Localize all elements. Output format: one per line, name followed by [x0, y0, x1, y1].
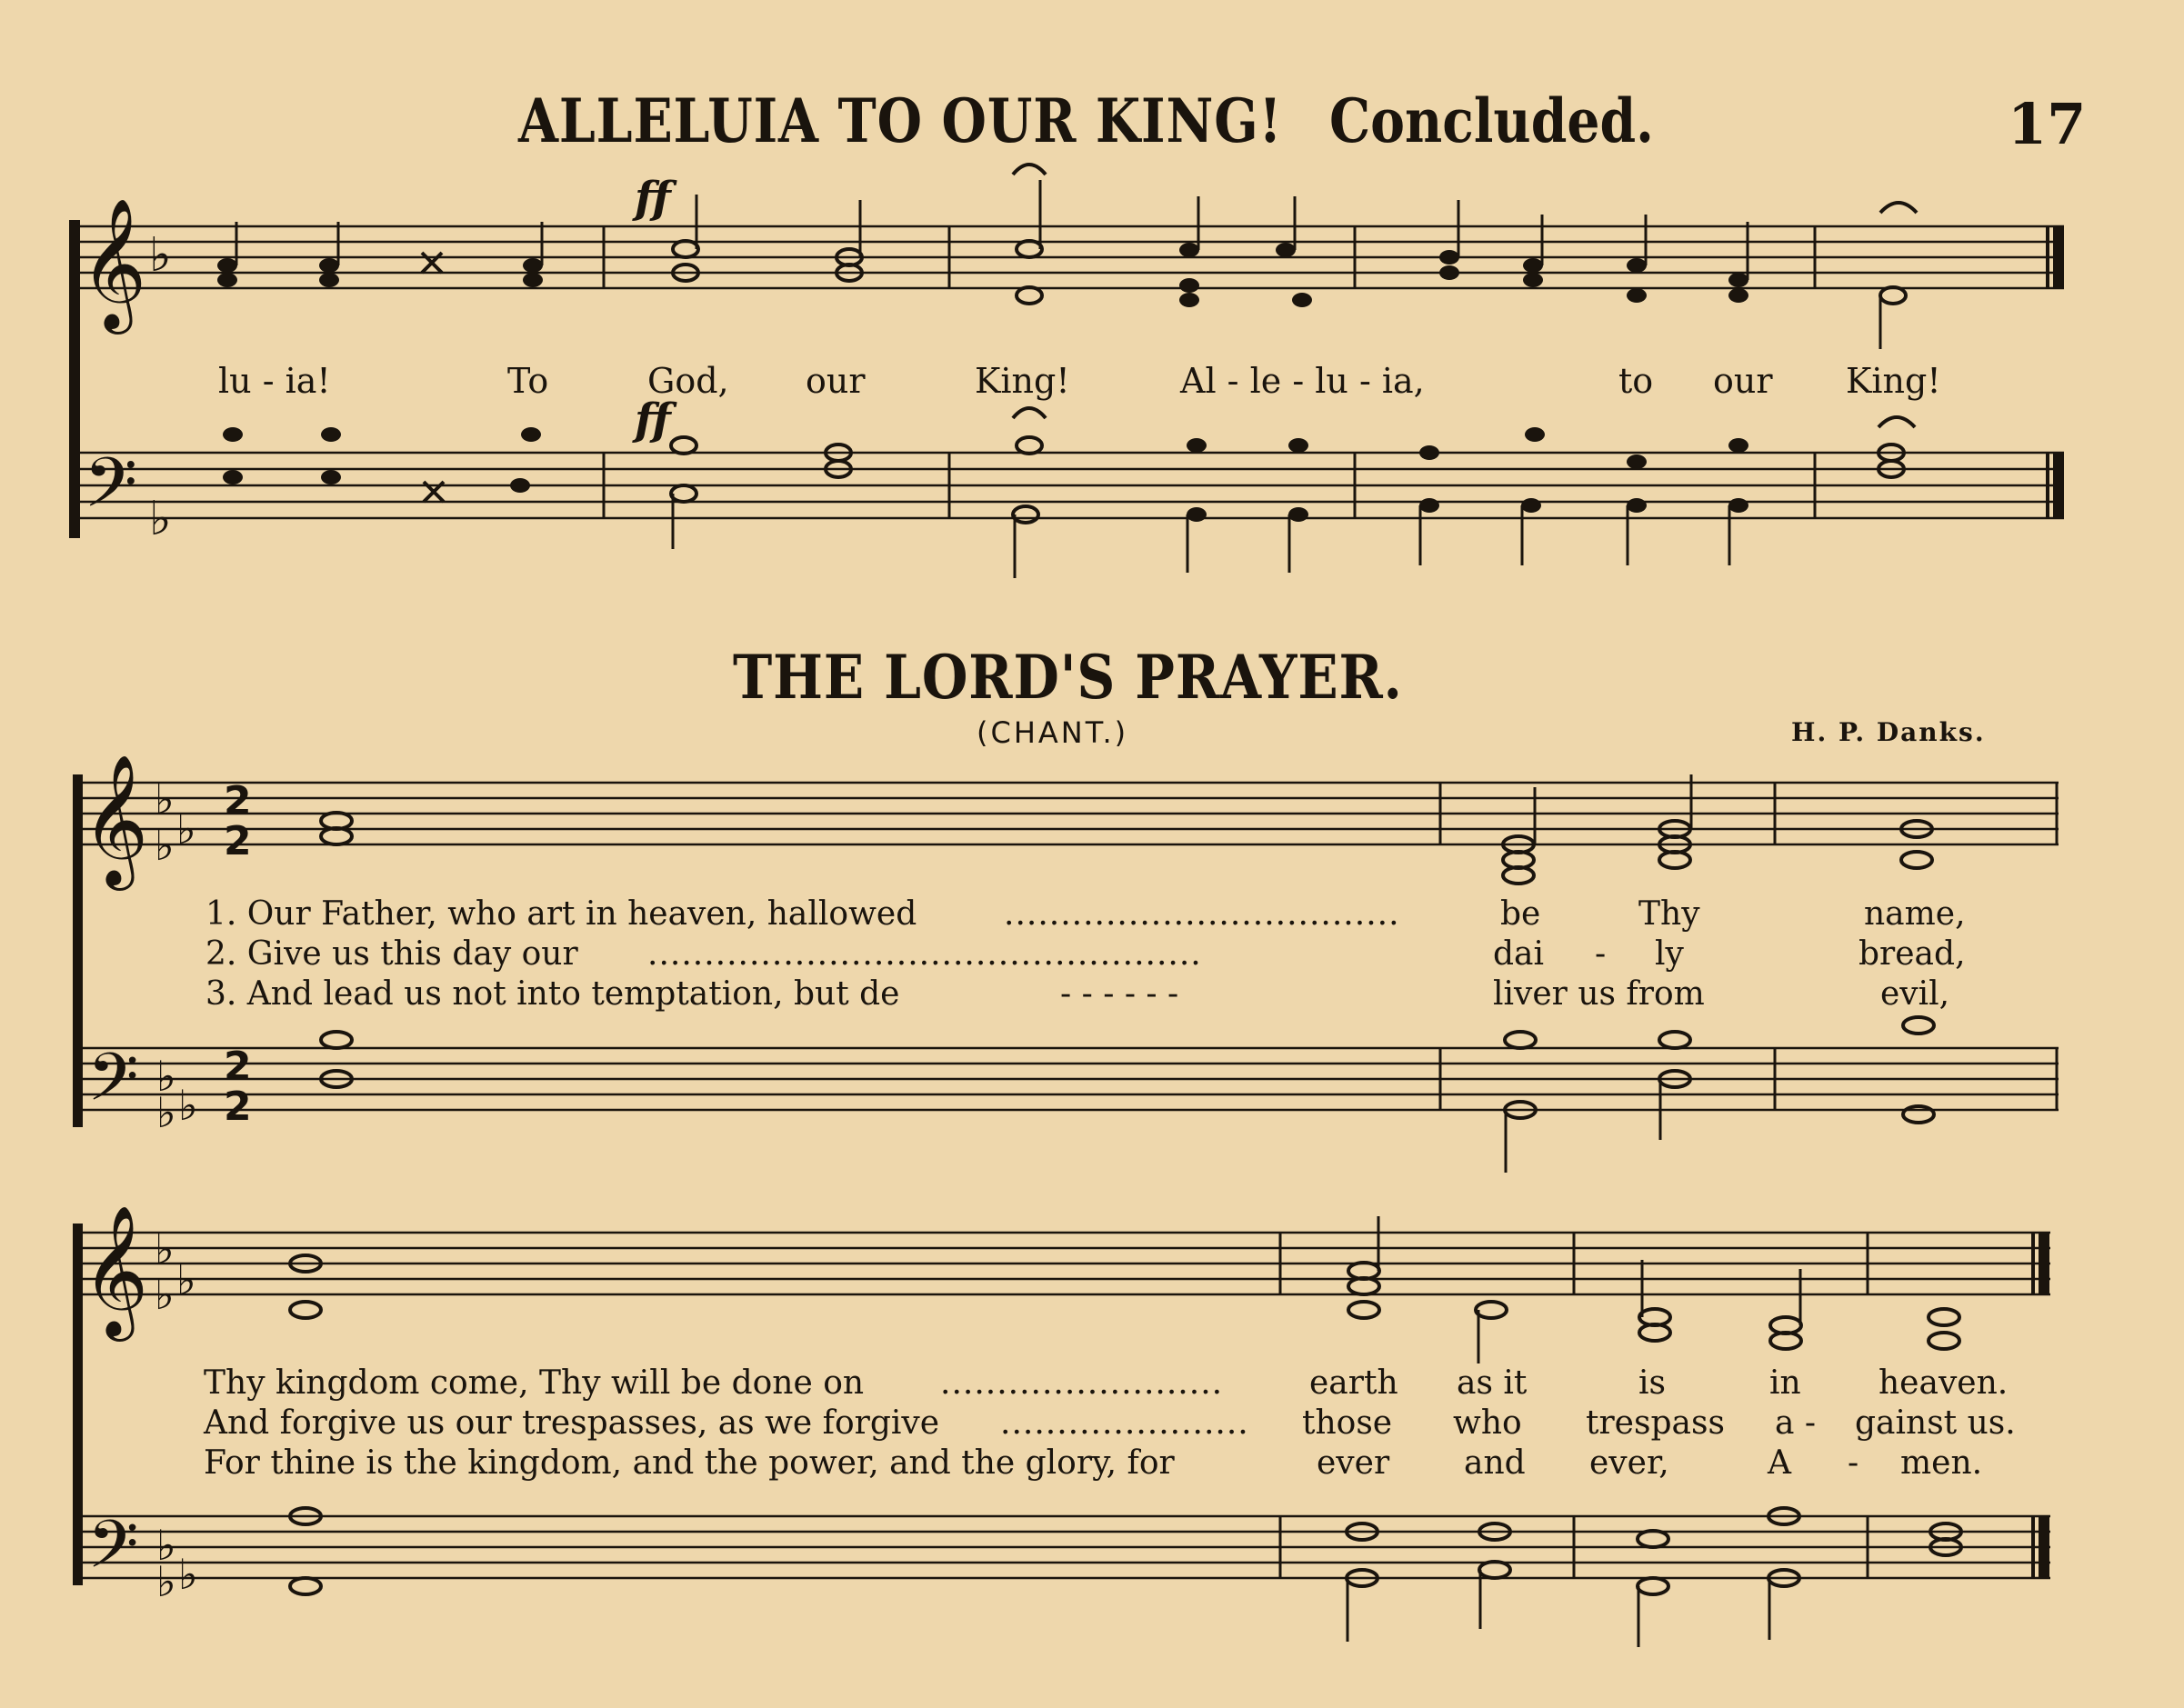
verse-word: be [1500, 895, 1541, 933]
page-number: 17 [2008, 91, 2087, 157]
verse-word: who [1453, 1404, 1522, 1442]
staff-lines-system1-bass [76, 453, 2064, 518]
verse-word: dai [1493, 935, 1545, 973]
lyric-syllable: King! [975, 361, 1070, 401]
flat-sign-icon: ♭ [178, 1081, 198, 1130]
staff-lines-system3-treble [80, 1233, 2050, 1294]
flat-sign-icon: ♭ [155, 774, 175, 824]
lyric-syllable: lu - ia! [218, 361, 331, 401]
bass-clef-icon: 𝄢 [84, 443, 138, 540]
verse-text: For thine is the kingdom, and the power, and the glory, for [204, 1444, 1175, 1482]
verse-text: 2. Give us this day our [205, 935, 578, 973]
verse-word: evil, [1880, 975, 1950, 1013]
verse-word: as it [1457, 1364, 1528, 1402]
verse-word: men. [1900, 1444, 1983, 1482]
bass-clef-icon: 𝄢 [87, 1038, 139, 1132]
verse-dots: ...................... [1000, 1404, 1249, 1442]
flat-sign-icon: ♭ [149, 492, 172, 546]
time-signature-top: 2 [224, 1044, 252, 1090]
lyric-syllable: To [507, 361, 549, 401]
lyric-syllable: our [806, 361, 866, 401]
verse-word: liver us from [1493, 975, 1705, 1013]
verse-word: those [1302, 1404, 1393, 1442]
lyric-syllable: God, [647, 361, 729, 401]
verse-word: gainst us. [1855, 1404, 2016, 1442]
flat-sign-icon: ♭ [156, 1052, 176, 1101]
verse-word: a - [1775, 1404, 1817, 1442]
verse-word: heaven. [1878, 1364, 2009, 1402]
verse-text: 1. Our Father, who art in heaven, hallowed [205, 895, 917, 933]
staff-lines-system2-bass [80, 1048, 2059, 1110]
flat-sign-icon: ♭ [176, 804, 196, 854]
verse-text: 3. And lead us not into temptation, but de [205, 975, 900, 1013]
verse-word: ever, [1589, 1444, 1669, 1482]
flat-sign-icon: ♭ [155, 1224, 175, 1274]
staff-lines-system1-treble [76, 226, 2064, 288]
verse-word: name, [1864, 895, 1966, 933]
verse-text: Thy kingdom come, Thy will be done on [204, 1364, 865, 1402]
fermata-icons [1013, 165, 1917, 427]
piece-title: ALLELUIA TO OUR KING! [518, 85, 1283, 156]
verse-dots: ................................................. [647, 935, 1202, 973]
flat-sign-icon: ♭ [176, 1255, 196, 1304]
dynamic-marking-bass: ff [635, 395, 671, 445]
system-brackets [69, 220, 83, 1585]
lyric-syllable: our [1713, 361, 1773, 401]
flat-sign-icon: ♭ [156, 1557, 176, 1606]
verse-word: in [1769, 1364, 1801, 1402]
staff-lines-system2-treble [80, 783, 2059, 844]
treble-clef-icon: 𝄞 [80, 198, 147, 329]
flat-sign-icon: ♭ [178, 1550, 198, 1599]
time-signature-top: 2 [224, 778, 252, 824]
lyric-syllable: to [1618, 361, 1654, 401]
verse-dots: ................................... [1004, 895, 1400, 933]
dynamic-marking-treble: ff [635, 173, 671, 224]
final-barlines [2031, 226, 2064, 1578]
flat-sign-icon: ♭ [155, 821, 175, 870]
staff-lines-system3-bass [80, 1516, 2050, 1578]
flat-sign-icon: ♭ [156, 1088, 176, 1137]
flat-sign-icon: ♭ [149, 228, 172, 283]
hymn-title: THE LORD'S PRAYER. [733, 642, 1403, 713]
piece-title-suffix: Concluded. [1329, 85, 1654, 156]
verse-text: And forgive us our trespasses, as we forgive [204, 1404, 940, 1442]
composer-credit: H. P. Danks. [1791, 717, 1986, 747]
flat-sign-icon: ♭ [155, 1270, 175, 1319]
verse-dashes: - - - - - - [1060, 975, 1179, 1013]
hymn-subtitle: (CHANT.) [977, 715, 1129, 750]
time-signature-bottom: 2 [224, 818, 252, 864]
bass-clef-icon: 𝄢 [87, 1505, 139, 1599]
flat-sign-icon: ♭ [156, 1521, 176, 1570]
treble-clef-icon: 𝄞 [82, 754, 149, 885]
verse-word: earth [1309, 1364, 1398, 1402]
verse-word: bread, [1858, 935, 1966, 973]
treble-clef-icon: 𝄞 [82, 1205, 149, 1336]
rest-icons [422, 253, 444, 502]
verse-word: is [1638, 1364, 1666, 1402]
lyric-syllable: King! [1846, 361, 1941, 401]
verse-dots: ......................... [940, 1364, 1224, 1402]
verse-word: ly [1655, 935, 1684, 973]
verse-word: trespass [1586, 1404, 1725, 1442]
verse-word: Thy [1638, 895, 1700, 933]
verse-word: ever [1317, 1444, 1390, 1482]
verse-word: and [1464, 1444, 1526, 1482]
verse-word: A [1768, 1444, 1791, 1482]
verse-word: - [1848, 1444, 1859, 1482]
lyric-syllable: Al - le - lu - ia, [1180, 361, 1425, 401]
verse-dash: - [1595, 935, 1607, 973]
time-signature-bottom: 2 [224, 1084, 252, 1130]
